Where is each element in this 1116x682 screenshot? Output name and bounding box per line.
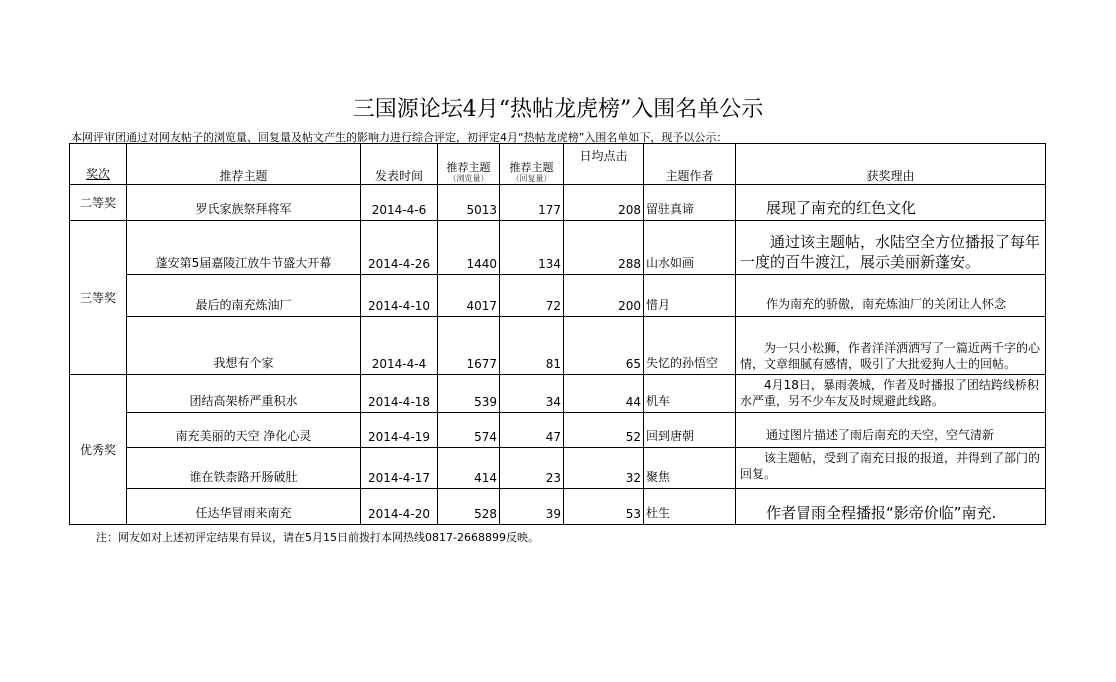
table-row: [70, 489, 1046, 525]
award-third: 三等奖: [70, 221, 127, 375]
header-author: 主题作者: [644, 144, 736, 185]
daily-cell: 44: [564, 375, 644, 413]
award-second: 二等奖: [70, 185, 127, 221]
table-row: [70, 275, 1046, 317]
topic-cell: 任达华冒雨来南充: [127, 489, 361, 525]
intro-text: 本网评审团通过对网友帖子的浏览量、回复量及帖文产生的影响力进行综合评定，初评定4月“热帖龙虎榜”入围名单如下，现予以公示：: [71, 131, 728, 144]
date-cell: 2014-4-20: [361, 489, 438, 525]
topic-cell: 罗氏家族祭拜将军: [127, 185, 361, 221]
table-row: [70, 221, 1046, 275]
daily-cell: 208: [564, 185, 644, 221]
date-cell: 2014-4-10: [361, 275, 438, 317]
reason-cell: 展现了南充的红色文化: [736, 185, 1046, 221]
replies-cell: 177: [500, 185, 564, 221]
header-date: 发表时间: [361, 144, 438, 185]
header-replies: 推荐主题 （回复量）: [500, 144, 564, 185]
author-cell: 杜生: [644, 489, 736, 525]
author-cell: 山水如画: [644, 221, 736, 275]
topic-cell: 南充美丽的天空 净化心灵: [127, 413, 361, 448]
page-title: 三国源论坛4月“热帖龙虎榜”入围名单公示: [352, 97, 764, 122]
replies-cell: 47: [500, 413, 564, 448]
replies-cell: 34: [500, 375, 564, 413]
daily-cell: 52: [564, 413, 644, 448]
header-row: [70, 144, 1046, 185]
footnote: 注：网友如对上述初评定结果有异议，请在5月15日前拨打本网热线0817-2668899反映。: [96, 531, 539, 544]
views-cell: 1677: [438, 317, 500, 375]
topic-cell: 团结高架桥严重积水: [127, 375, 361, 413]
reason-cell: 作为南充的骄傲，南充炼油厂的关闭让人怀念: [736, 275, 1046, 317]
table-row: [70, 317, 1046, 375]
header-daily: 日均点击: [564, 144, 644, 185]
table-row: [70, 448, 1046, 489]
daily-cell: 200: [564, 275, 644, 317]
replies-cell: 81: [500, 317, 564, 375]
views-cell: 4017: [438, 275, 500, 317]
date-cell: 2014-4-26: [361, 221, 438, 275]
author-cell: 机车: [644, 375, 736, 413]
views-cell: 574: [438, 413, 500, 448]
date-cell: 2014-4-17: [361, 448, 438, 489]
reason-cell: 4月18日，暴雨袭城，作者及时播报了团结跨线桥积水严重，另不少车友及时规避此线路。: [736, 375, 1046, 413]
daily-cell: 53: [564, 489, 644, 525]
date-cell: 2014-4-18: [361, 375, 438, 413]
replies-cell: 134: [500, 221, 564, 275]
author-cell: 留驻真谛: [644, 185, 736, 221]
reason-cell: 通过该主题帖，水陆空全方位播报了每年一度的百牛渡江，展示美丽新蓬安。: [736, 221, 1046, 275]
author-cell: 聚焦: [644, 448, 736, 489]
daily-cell: 288: [564, 221, 644, 275]
topic-cell: 最后的南充炼油厂: [127, 275, 361, 317]
author-cell: 回到唐朝: [644, 413, 736, 448]
views-cell: 5013: [438, 185, 500, 221]
table-row: [70, 413, 1046, 448]
replies-cell: 72: [500, 275, 564, 317]
award-excellent: 优秀奖: [70, 375, 127, 525]
daily-cell: 32: [564, 448, 644, 489]
author-cell: 失忆的孙悟空: [644, 317, 736, 375]
table-row: [70, 375, 1046, 413]
replies-cell: 23: [500, 448, 564, 489]
table-row: [70, 185, 1046, 221]
header-award: 奖次: [70, 144, 127, 185]
author-cell: 惜月: [644, 275, 736, 317]
views-cell: 528: [438, 489, 500, 525]
date-cell: 2014-4-6: [361, 185, 438, 221]
views-cell: 1440: [438, 221, 500, 275]
daily-cell: 65: [564, 317, 644, 375]
reason-cell: 为一只小松狮，作者洋洋洒洒写了一篇近两千字的心情，文章细腻有感情，吸引了大批爱狗人士的回帖。: [736, 317, 1046, 375]
topic-cell: 我想有个家: [127, 317, 361, 375]
topic-cell: 谁在铁柰路开肠破肚: [127, 448, 361, 489]
reason-cell: 该主题帖，受到了南充日报的报道，并得到了部门的回复。: [736, 448, 1046, 489]
views-cell: 539: [438, 375, 500, 413]
reason-cell: 通过图片描述了雨后南充的天空，空气清新: [736, 413, 1046, 448]
topic-cell: 蓬安第5届嘉陵江放牛节盛大开幕: [127, 221, 361, 275]
views-cell: 414: [438, 448, 500, 489]
date-cell: 2014-4-19: [361, 413, 438, 448]
replies-cell: 39: [500, 489, 564, 525]
header-views: 推荐主题 （浏览量）: [438, 144, 500, 185]
date-cell: 2014-4-4: [361, 317, 438, 375]
header-topic: 推荐主题: [127, 144, 361, 185]
reason-cell: 作者冒雨全程播报“影帝价临”南充.: [736, 489, 1046, 525]
header-reason: 获奖理由: [736, 144, 1046, 185]
ranking-table: [69, 143, 1046, 525]
